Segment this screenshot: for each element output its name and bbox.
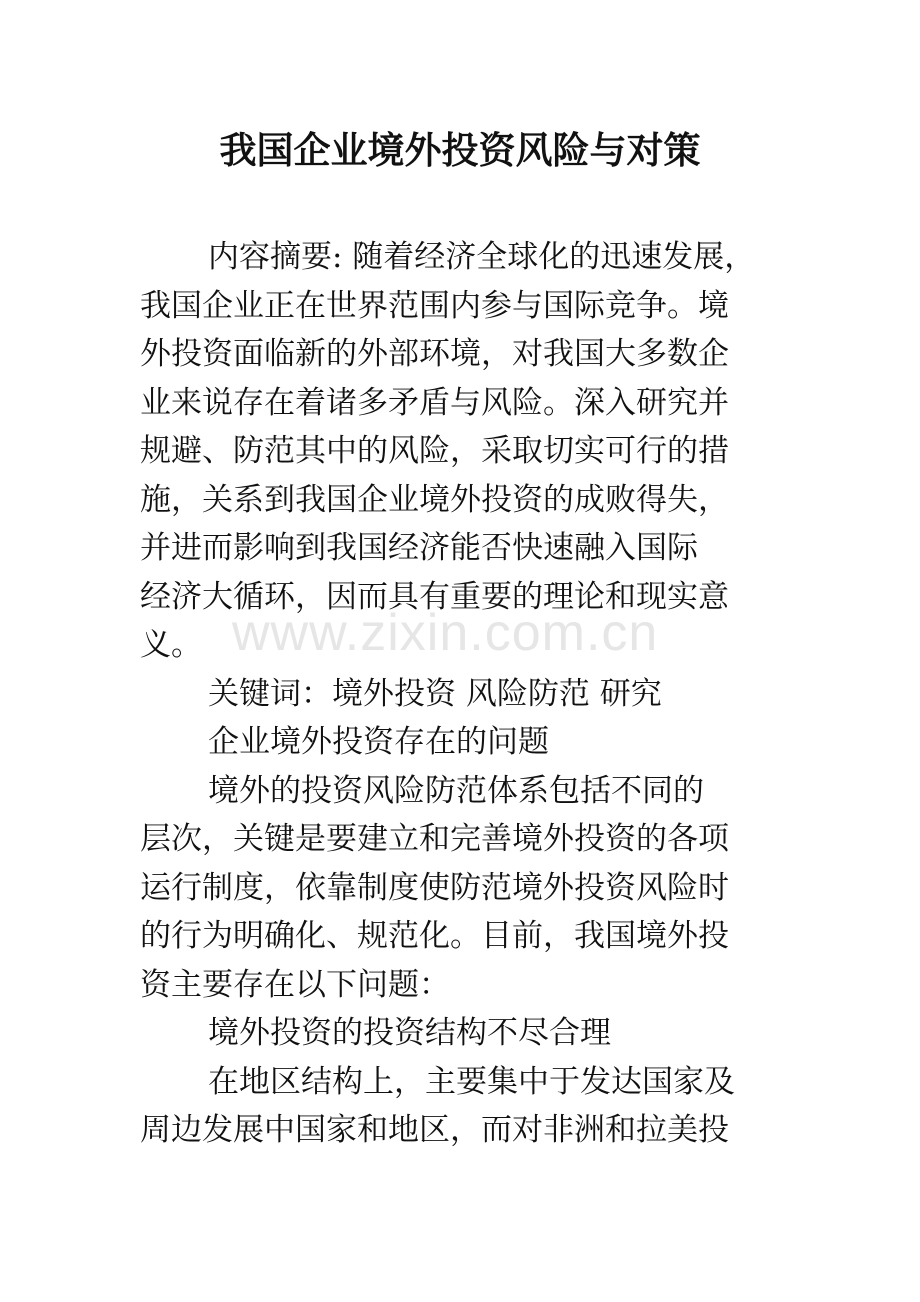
paragraph-line: 资主要存在以下问题：: [140, 966, 450, 1003]
paragraph-line: 境外的投资风险防范体系包括不同的: [208, 772, 704, 809]
paragraph-line: 周边发展中国家和地区，而对非洲和拉美投: [140, 1112, 729, 1148]
document-title: 我国企业境外投资风险与对策: [219, 128, 701, 172]
subsection-heading: 境外投资的投资结构不尽合理: [208, 1015, 611, 1051]
watermark: www.zixin.com.cn: [232, 604, 659, 662]
abstract-line: 业来说存在着诸多矛盾与风险。深入研究并: [140, 384, 729, 421]
section-heading: 企业境外投资存在的问题: [208, 724, 549, 760]
abstract-line: 我国企业正在世界范围内参与国际竞争。境: [140, 287, 729, 324]
abstract-line: 内容摘要: 随着经济全球化的迅速发展，: [208, 239, 756, 275]
paragraph-line: 的行为明确化、规范化。目前，我国境外投: [140, 918, 729, 954]
abstract-line: 外投资面临新的外部环境，对我国大多数企: [140, 336, 729, 372]
abstract-line: 义。: [140, 627, 202, 663]
abstract-line: 经济大循环，因而具有重要的理论和现实意: [140, 578, 729, 615]
paragraph-line: 运行制度，依靠制度使防范境外投资风险时: [140, 869, 729, 906]
abstract-line: 施，关系到我国企业境外投资的成败得失，: [140, 481, 729, 518]
abstract-line: 并进而影响到我国经济能否快速融入国际: [140, 530, 698, 566]
keywords-line: 关键词：境外投资 风险防范 研究: [208, 675, 662, 712]
paragraph-line: 在地区结构上，主要集中于发达国家及: [208, 1063, 735, 1100]
abstract-line: 规避、防范其中的风险，采取切实可行的措: [140, 433, 729, 469]
document-body: [140, 233, 800, 1155]
paragraph-line: 层次，关键是要建立和完善境外投资的各项: [140, 821, 729, 857]
